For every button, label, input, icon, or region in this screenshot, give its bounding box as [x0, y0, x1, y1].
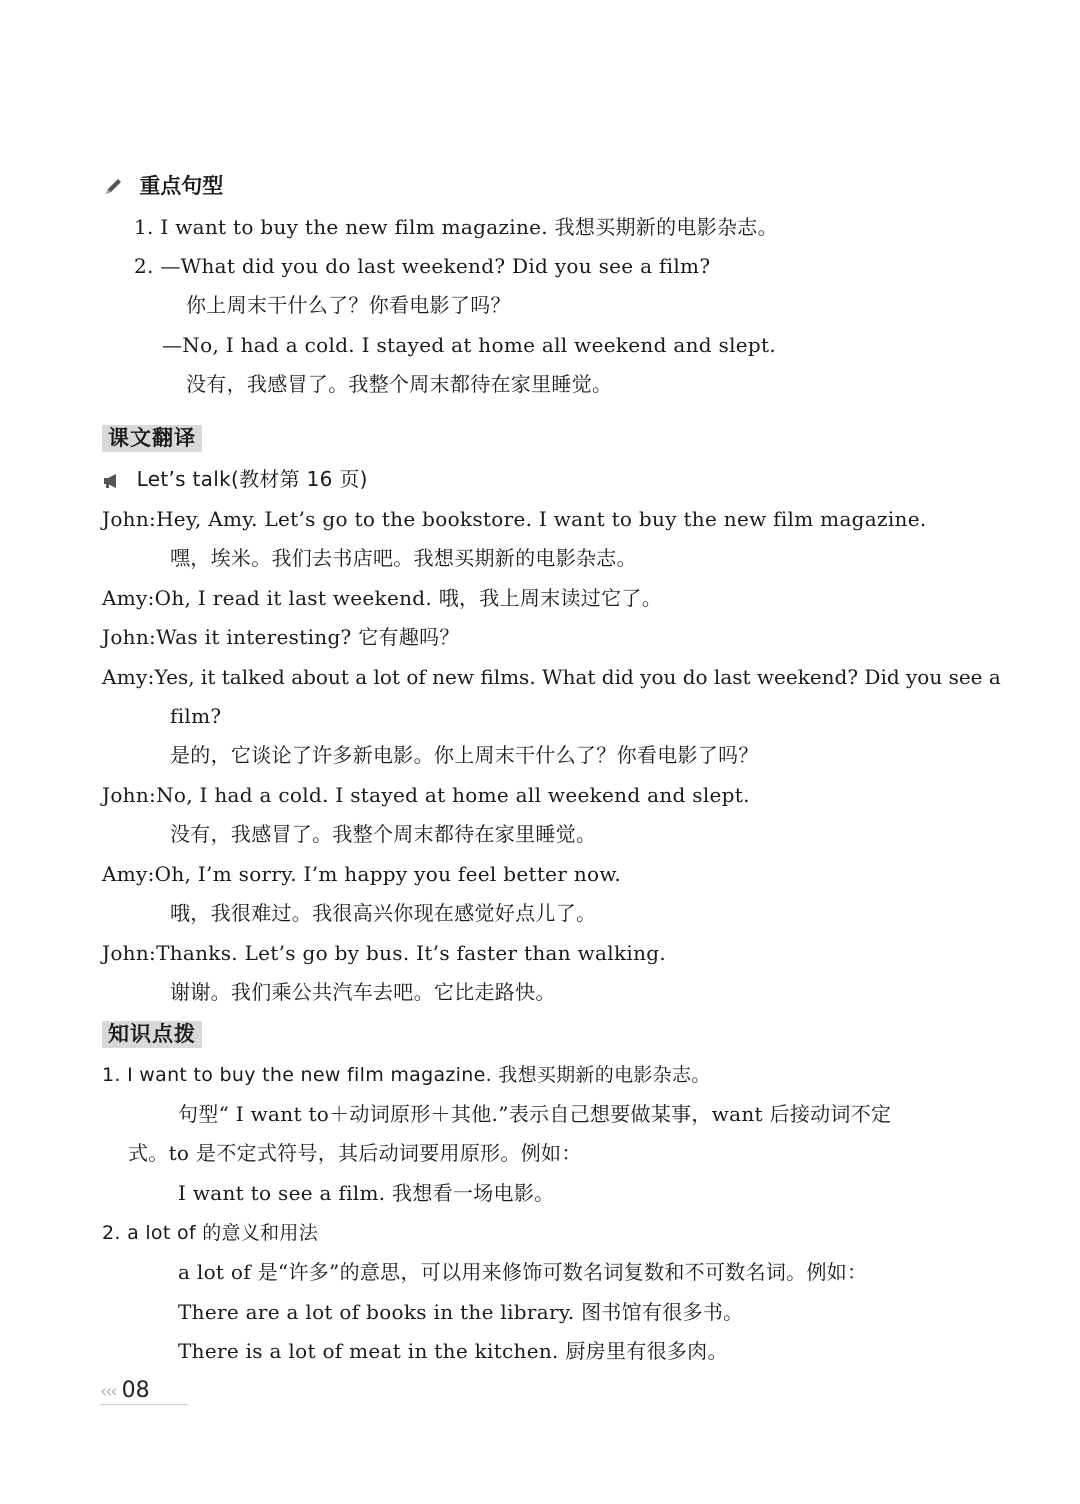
dialogue-en: Yes, it talked about a lot of new films. What did you do last weekend? Did you see a	[154, 665, 1001, 689]
dialogue-zh: 嘿，埃米。我们去书店吧。我想买期新的电影杂志。	[170, 546, 637, 570]
speaker: John:	[102, 783, 157, 807]
lets-talk-label: Let’s talk(教材第 16 页)	[136, 467, 368, 491]
dialogue-en: Hey, Amy. Let’s go to the bookstore. I want to buy the new film magazine.	[156, 507, 927, 531]
translation-heading	[102, 424, 202, 452]
key-sentence-3-en: —No, I had a cold. I stayed at home all weekend and slept.	[162, 333, 777, 357]
knowledge-heading	[102, 1020, 202, 1048]
key-sentence-2-en: 2. —What did you do last weekend? Did you see a film?	[134, 254, 711, 278]
megaphone-icon	[102, 473, 122, 489]
dialogue-line	[102, 861, 621, 887]
translation-title: 课文翻译	[102, 425, 202, 452]
knowledge-title: 知识点拨	[102, 1021, 202, 1048]
dialogue-zh: 没有，我感冒了。我整个周末都待在家里睡觉。	[170, 822, 597, 846]
speaker: Amy:	[102, 586, 155, 610]
speaker: John:	[102, 625, 157, 649]
key-sentence-3-zh: 没有，我感冒了。我整个周末都待在家里睡觉。	[186, 372, 613, 396]
dialogue-zh: 谢谢。我们乘公共汽车去吧。它比走路快。	[170, 980, 556, 1004]
dialogue-zh: 哦，我很难过。我很高兴你现在感觉好点儿了。	[170, 901, 597, 925]
dialogue-line	[102, 506, 927, 532]
key-sentences-title: 重点句型	[139, 174, 224, 198]
chevrons-left-icon: ‹‹‹	[100, 1381, 116, 1402]
page-number-text: 08	[121, 1378, 150, 1403]
page-number	[100, 1378, 150, 1403]
page-number-rule	[100, 1404, 188, 1405]
dialogue-en: Oh, I’m sorry. I’m happy you feel better now.	[154, 862, 622, 886]
speaker: Amy:	[102, 665, 155, 689]
dialogue-en: Was it interesting? 它有趣吗？	[156, 625, 460, 649]
knowledge-point-1-example: I want to see a film. 我想看一场电影。	[178, 1181, 555, 1205]
key-sentences-heading	[102, 172, 223, 200]
dialogue-en: Oh, I read it last weekend. 哦，我上周末读过它了。	[154, 586, 663, 610]
key-sentence-1: 1. I want to buy the new film magazine. 我想买期新的电影杂志。	[134, 215, 778, 239]
knowledge-point-2-text: a lot of 是“许多”的意思，可以用来修饰可数名词复数和不可数名词。例如：	[178, 1260, 868, 1284]
dialogue-en-cont: film?	[170, 704, 222, 728]
knowledge-point-2-example-1: There are a lot of books in the library. 图书馆有很多书。	[178, 1300, 744, 1324]
speaker: John:	[102, 941, 157, 965]
dialogue-en: No, I had a cold. I stayed at home all weekend and slept.	[156, 783, 750, 807]
dialogue-line	[102, 624, 460, 650]
dialogue-en: Thanks. Let’s go by bus. It’s faster than walking.	[156, 941, 667, 965]
speaker: John:	[102, 507, 157, 531]
dialogue-line	[102, 664, 1001, 690]
dialogue-line	[102, 585, 662, 611]
knowledge-point-2-heading: 2. a lot of 的意义和用法	[102, 1222, 318, 1244]
knowledge-point-2-example-2: There is a lot of meat in the kitchen. 厨房里有很多肉。	[178, 1339, 728, 1363]
knowledge-point-1-heading: 1. I want to buy the new film magazine. 我想买期新的电影杂志。	[102, 1064, 711, 1086]
dialogue-line	[102, 782, 750, 808]
knowledge-point-1-text: 句型“ I want to＋动词原形＋其他.”表示自己想要做某事，want 后接动词不定	[178, 1102, 892, 1126]
dialogue-line	[102, 940, 666, 966]
lets-talk-sub	[102, 466, 368, 492]
knowledge-point-1-text-cont: 式。to 是不定式符号，其后动词要用原形。例如：	[128, 1141, 582, 1165]
speaker: Amy:	[102, 862, 155, 886]
key-sentence-2-zh: 你上周末干什么了？你看电影了吗？	[186, 293, 511, 317]
pencil-icon	[102, 176, 124, 198]
dialogue-zh: 是的，它谈论了许多新电影。你上周末干什么了？你看电影了吗？	[170, 743, 759, 767]
